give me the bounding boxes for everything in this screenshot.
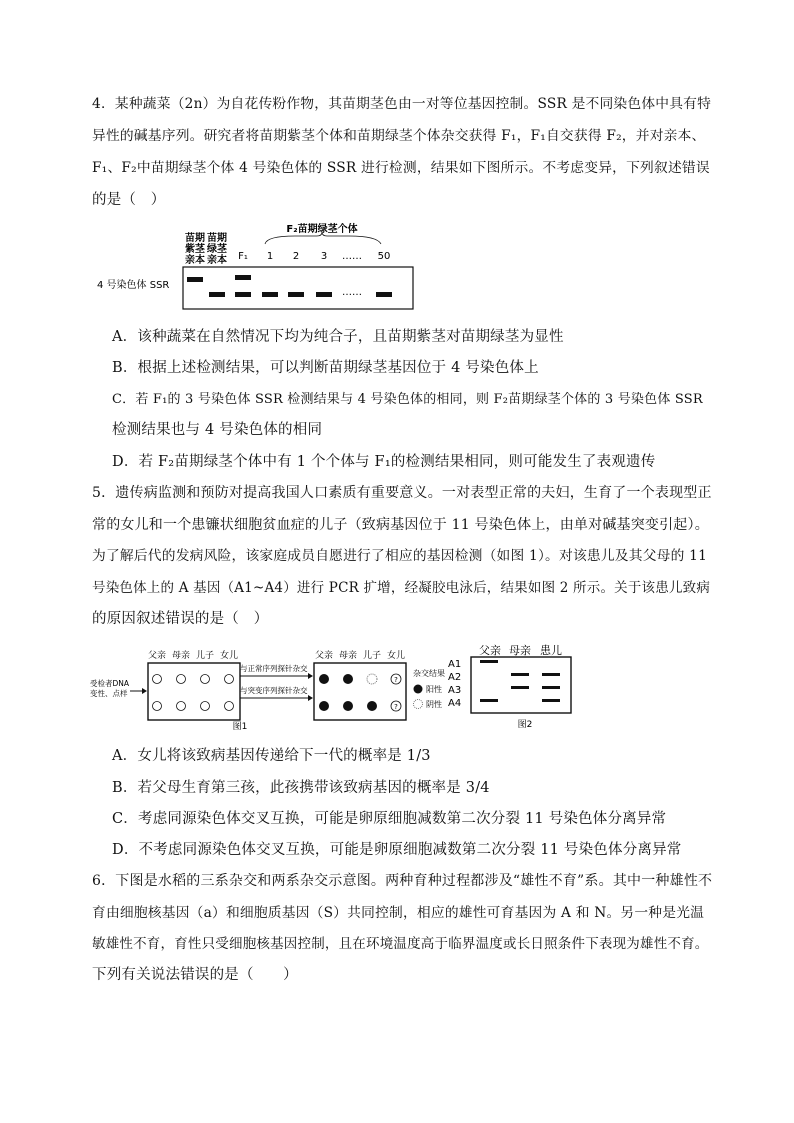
legend-positive: 阳性 <box>426 685 442 694</box>
fig1-arrow-mutant-label: 与突变序列探针杂交 <box>240 686 308 695</box>
question-mark-2: ? <box>394 703 398 711</box>
fig2-row-a1: A1 <box>448 659 462 670</box>
row-label-chr4: 4 号染色体 SSR <box>97 280 170 291</box>
gel-box <box>183 267 413 309</box>
legend-negative: 阴性 <box>426 700 442 709</box>
fig2-gel-box <box>471 657 571 713</box>
fig1-dna-label-1: 受检者DNA <box>90 679 130 688</box>
q4-option-b: B．根据上述检测结果，可以判断苗期绿茎基因位于 4 号染色体上 <box>112 360 539 376</box>
band-purple-parent <box>187 277 203 282</box>
band-patient-a4 <box>542 699 560 702</box>
spot-after-father-mutant <box>319 701 329 711</box>
purple-parent-label-2: 紫茎 <box>185 244 205 255</box>
q4-stem-line-3: F₁、F₂中苗期绿茎个体 4 号染色体的 SSR 进行检测，结果如下图所示。不考虑变异，下列叙述错误 <box>92 160 710 176</box>
band-father-a1 <box>480 660 498 663</box>
green-parent-label-1: 苗期 <box>207 233 227 244</box>
q4-stem-line-4: 的是（ ） <box>92 192 166 208</box>
f1-label: F₁ <box>238 251 248 262</box>
band-f1-upper <box>235 275 251 280</box>
fig1-header-mother-1: 母亲 <box>171 651 191 661</box>
fig2-row-a2: A2 <box>448 672 462 683</box>
q5-figure-1 <box>90 643 460 733</box>
q6-stem-line-2: 育由细胞核基因（a）和细胞质基因（S）共同控制，相应的雄性可育基因为 A 和 N。另一种是光温 <box>92 905 705 921</box>
spot-after-mother-normal <box>343 674 353 684</box>
q6-stem-line-4: 下列有关说法错误的是（ ） <box>92 967 298 983</box>
q5-stem-line-2: 常的女儿和一个患镰状细胞贫血症的儿子（致病基因位于 11 号染色体上，由单对碱基突变引起）。 <box>92 517 709 533</box>
fig1-arrow-normal-head <box>308 673 313 679</box>
fig2-header-patient: 患儿 <box>540 644 562 657</box>
q5-stem-line-5: 的原因叙述错误的是（ ） <box>92 611 269 627</box>
band-f2-1 <box>262 292 278 297</box>
q4-option-d: D．若 F₂苗期绿茎个体中有 1 个个体与 F₁的检测结果相同，则可能发生了表观遗传 <box>112 454 656 470</box>
fig1-header-father-2: 父亲 <box>314 651 334 661</box>
q5-option-c: C．考虑同源染色体交叉互换，可能是卵原细胞减数第二次分裂 11 号染色体分离异常 <box>112 811 667 827</box>
q5-figure-2 <box>445 641 595 733</box>
band-mother-a3 <box>511 686 529 689</box>
spot-before-3 <box>201 675 210 684</box>
purple-parent-label-1: 苗期 <box>185 233 205 244</box>
fig1-header-son-2: 儿子 <box>362 651 382 661</box>
f2-col-3: 3 <box>320 251 328 262</box>
band-f1-lower <box>235 292 251 297</box>
fig2-row-a3: A3 <box>448 685 462 696</box>
legend-positive-dot <box>414 685 423 694</box>
fig2-caption: 图2 <box>517 720 533 730</box>
spot-before-1 <box>153 675 162 684</box>
q4-stem-line-2: 异性的碱基序列。研究者将苗期紫茎个体和苗期绿茎个体杂交获得 F₁，F₁自交获得 F₂，并对亲本、 <box>92 128 706 144</box>
band-patient-a2 <box>542 673 560 676</box>
spot-before-4 <box>225 675 234 684</box>
spot-before-2 <box>177 675 186 684</box>
fig1-header-mother-2: 母亲 <box>338 651 358 661</box>
band-f2-2 <box>288 292 304 297</box>
q5-stem-line-4: 号染色体上的 A 基因（A1~A4）进行 PCR 扩增，经凝胶电泳后，结果如图 2 所示。关于该患儿致病 <box>92 580 711 596</box>
q6-stem-line-3: 敏雄性不育，育性只受细胞核基因控制，且在环境温度高于临界温度或长日照条件下表现为雄性不育。 <box>92 936 709 952</box>
fig1-input-arrowhead <box>142 688 147 694</box>
q5-option-d: D．不考虑同源染色体交叉互换，可能是卵原细胞减数第二次分裂 11 号染色体分离异常 <box>112 842 682 858</box>
spot-before-5 <box>153 702 162 711</box>
q4-ssr-figure <box>95 220 425 312</box>
band-green-parent <box>209 292 225 297</box>
question-mark-1: ? <box>394 676 398 684</box>
spot-after-son-normal <box>367 674 377 684</box>
fig1-dna-label-2: 变性、点样 <box>90 689 128 698</box>
q4-stem-line-1: 4．某种蔬菜（2n）为自花传粉作物，其苗期茎色由一对等位基因控制。SSR 是不同染色体中具有特 <box>92 96 712 112</box>
band-f2-3 <box>316 292 332 297</box>
band-f2-50 <box>376 292 392 297</box>
q5-stem-line-3: 为了解后代的发病风险，该家庭成员自愿进行了相应的基因检测（如图 1）。对该患儿及其父母的 11 <box>92 548 708 564</box>
fig1-arrow-mutant-head <box>308 695 313 701</box>
f2-col-dots: …… <box>342 251 362 262</box>
f2-col-2: 2 <box>292 251 300 262</box>
fig1-header-daughter-2: 女儿 <box>386 651 406 661</box>
q4-option-c-cont: 检测结果也与 4 号染色体的相同 <box>112 422 323 438</box>
f2-header: F₂苗期绿茎个体 <box>286 224 358 235</box>
fig1-header-daughter-1: 女儿 <box>219 651 239 661</box>
spot-before-6 <box>177 702 186 711</box>
q4-option-a: A．该种蔬菜在自然情况下均为纯合子，且苗期紫茎对苗期绿茎为显性 <box>112 329 564 345</box>
band-dots: …… <box>342 287 362 298</box>
legend-title: 杂交结果 <box>413 669 445 678</box>
spot-after-mother-mutant <box>343 701 353 711</box>
purple-parent-label-3: 亲本 <box>185 255 205 266</box>
fig1-header-son-1: 儿子 <box>195 651 215 661</box>
band-patient-a3 <box>542 686 560 689</box>
q5-option-b: B．若父母生育第三孩，此孩携带该致病基因的概率是 3/4 <box>112 780 490 796</box>
spot-after-son-mutant <box>367 701 377 711</box>
band-mother-a2 <box>511 673 529 676</box>
spot-before-8 <box>225 702 234 711</box>
fig1-arrow-normal-label: 与正常序列探针杂交 <box>240 664 308 673</box>
q5-option-a: A．女儿将该致病基因传递给下一代的概率是 1/3 <box>112 748 431 764</box>
fig2-header-father: 父亲 <box>479 644 501 657</box>
fig1-caption: 图1 <box>232 722 248 732</box>
fig2-row-a4: A4 <box>448 698 462 709</box>
spot-before-7 <box>201 702 210 711</box>
fig1-box-before <box>148 663 240 720</box>
green-parent-label-3: 亲本 <box>207 255 227 266</box>
green-parent-label-2: 绿茎 <box>207 244 227 255</box>
fig1-box-after <box>314 663 406 720</box>
spot-after-father-normal <box>319 674 329 684</box>
q4-option-c: C．若 F₁的 3 号染色体 SSR 检测结果与 4 号染色体的相同，则 F₂苗期绿茎个体的 3 号染色体 SSR <box>112 392 703 407</box>
fig1-header-father-1: 父亲 <box>147 651 167 661</box>
fig2-header-mother: 母亲 <box>509 644 531 657</box>
q5-stem-line-1: 5．遗传病监测和预防对提高我国人口素质有重要意义。一对表型正常的夫妇，生育了一个表现型正 <box>92 485 712 501</box>
q6-stem-line-1: 6．下图是水稻的三系杂交和两系杂交示意图。两种育种过程都涉及“雄性不育”系。其中一种雄性不 <box>92 873 713 889</box>
f2-col-1: 1 <box>266 251 274 262</box>
band-father-a4 <box>480 699 498 702</box>
legend-negative-dot <box>414 700 423 709</box>
f2-col-50: 50 <box>377 251 391 262</box>
